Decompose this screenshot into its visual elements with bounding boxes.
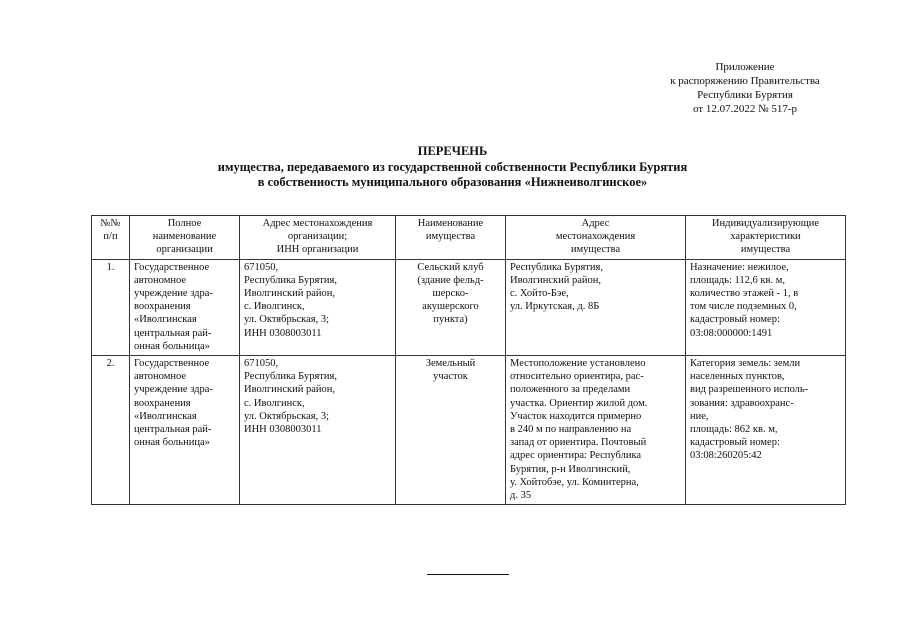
title-line: в собственность муниципального образования «Нижнеиволгинское» [257, 175, 648, 189]
closing-divider [427, 574, 509, 575]
appendix-line: от 12.07.2022 № 517-р [692, 103, 798, 115]
characteristics-cell: Категория земель: земли населенных пунктов, вид разрешенного исполь- зования: здравоохранс- ние, площадь: 862 кв. м, кадастровый номер: 03:08:260205:42 [686, 356, 846, 505]
characteristics-cell: Назначение: нежилое, площадь: 112,6 кв. м, количество этажей - 1, в том числе подземных 0, кадастровый номер: 03:08:000000:1491 [686, 259, 846, 355]
org-address-cell: 671050, Республика Бурятия, Иволгинский район, с. Иволгинск, ул. Октябрьская, 3; ИНН 0308003011 [240, 259, 396, 355]
appendix-block [600, 60, 890, 116]
title-heading: ПЕРЕЧЕНЬ [417, 144, 488, 158]
property-name-cell: Сельский клуб (здание фельд- шерско- акушерского пункта) [396, 259, 506, 355]
header-characteristics: Индивидуализирующие характеристики имущества [686, 216, 846, 260]
org-name-cell: Государственное автономное учреждение здра- воохранения «Иволгинская центральная рай- онная больница» [130, 356, 240, 505]
property-name-cell: Земельный участок [396, 356, 506, 505]
property-table [91, 215, 846, 505]
org-name-cell: Государственное автономное учреждение здра- воохранения «Иволгинская центральная рай- онная больница» [130, 259, 240, 355]
row-number: 2. [92, 356, 130, 505]
document-title [0, 144, 905, 191]
row-number: 1. [92, 259, 130, 355]
header-property: Наименование имущества [396, 216, 506, 260]
appendix-line: Приложение [715, 61, 775, 73]
header-num: №№ п/п [92, 216, 130, 260]
appendix-line: к распоряжению Правительства [670, 75, 820, 87]
table-row [92, 356, 846, 505]
header-org-address: Адрес местонахождения организации; ИНН организации [240, 216, 396, 260]
title-line: имущества, передаваемого из государственной собственности Республики Бурятия [217, 159, 688, 174]
appendix-line: Республики Бурятия [697, 89, 793, 101]
table-header-row [92, 216, 846, 260]
table-row [92, 259, 846, 355]
property-address-cell: Республика Бурятия, Иволгинский район, с. Хойто-Бэе, ул. Иркутская, д. 8Б [506, 259, 686, 355]
org-address-cell: 671050, Республика Бурятия, Иволгинский район, с. Иволгинск, ул. Октябрьская, 3; ИНН 0308003011 [240, 356, 396, 505]
header-org: Полное наименование организации [130, 216, 240, 260]
property-address-cell: Местоположение установлено относительно ориентира, рас- положенного за пределами участка. Ориентир жилой дом. Участок находится примерно в 240 м по направлению на запад от ориентира. Почтовый адрес ориентира: Республика Бурятия, р-н Иволгинский, у. Хойтобэе, ул. Коминтерна, д. 35 [506, 356, 686, 505]
header-property-address: Адрес местонахождения имущества [506, 216, 686, 260]
